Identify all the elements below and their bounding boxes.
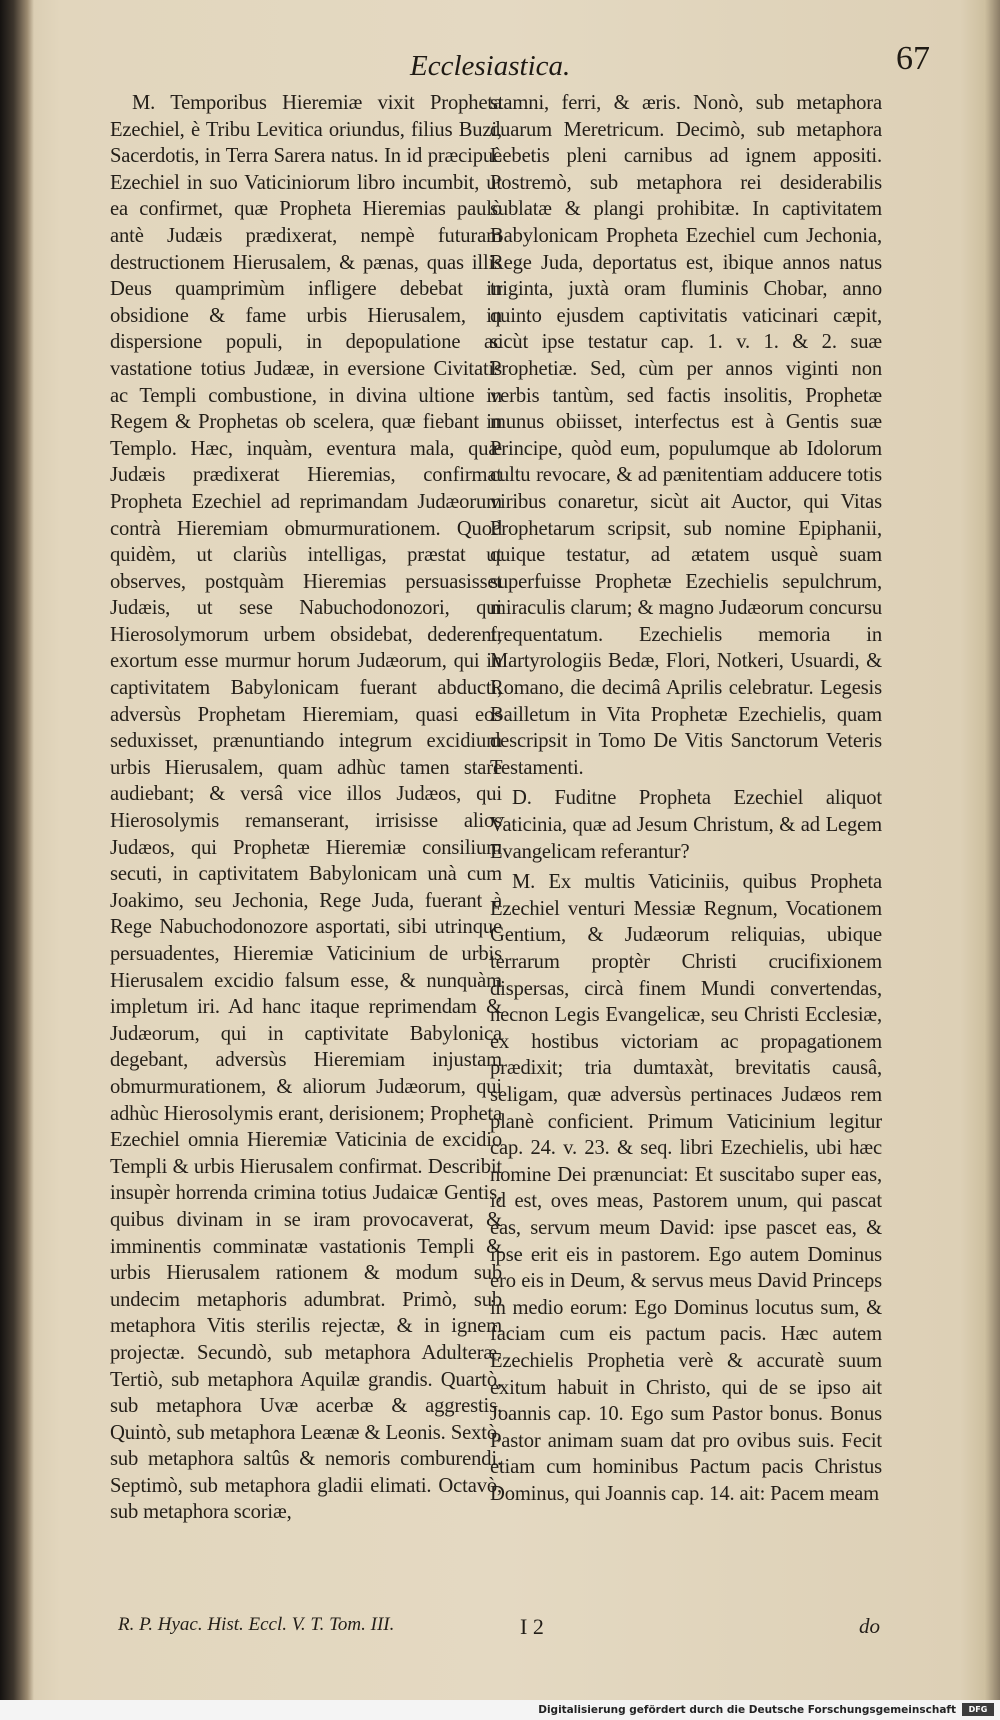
page-footer	[100, 1614, 880, 1650]
page-header	[60, 42, 960, 92]
paragraph: stamni, ferri, & æris. Nonò, sub metaphora duarum Meretricum. Decimò, sub metaphora Lebetis pleni carnibus ad ignem appositi. Postremò, sub metaphora rei desiderabilis sublatæ & plangi prohibitæ. In captivitatem Babylonicam Propheta Ezechiel cum Jechonia, Rege Juda, deportatus est, ibique annos natus triginta, juxtà oram fluminis Chobar, anno quinto ejusdem captivitatis vaticinari cæpit, sicùt ipse testatur cap. 1. v. 1. & 2. suæ Prophetiæ. Sed, cùm per annos viginti non verbis tantùm, sed factis insolitis, Prophetæ munus obiisset, interfectus est à Gentis suæ Principe, quòd eum, populumque ab Idolorum cultu revocare, & ad pænitentiam adducere totis viribus conaretur, sicùt ait Auctor, qui Vitas Prophetarum scripsit, sub nomine Epiphanii, quique testatur, ad ætatem usquè suam superfuisse Prophetæ Ezechielis sepulchrum, miraculis clarum; & magno Judæorum concursu frequentatum. Ezechielis memoria in Martyrologiis Bedæ, Flori, Notkeri, Usuardi, & Romano, die decimâ Aprilis celebratur. Legesis Bailletum in Vita Prophetæ Ezechielis, quam descripsit in Tomo De Vitis Sanctorum Veteris Testamenti.	[490, 92, 882, 779]
book-gutter	[0, 0, 34, 1720]
page-number: 67	[896, 40, 930, 77]
credit-text: Digitalisierung gefördert durch die Deutsche Forschungsgemeinschaft	[538, 1704, 956, 1716]
left-column	[110, 90, 502, 1526]
signature-mark: I 2	[520, 1614, 544, 1639]
right-column	[490, 90, 882, 1507]
dfg-logo: DFG	[962, 1703, 994, 1716]
paragraph: M. Temporibus Hieremiæ vixit Propheta Ezechiel, è Tribu Levitica oriundus, filius Buzi, Sacerdotis, in Terra Sarera natus. In id præcipuè Ezechiel in suo Vaticiniorum libro incumbit, ut ea confirmet, quæ Propheta Hieremias paulò antè Judæis prædixerat, nempè futuram destructionem Hierusalem, & pænas, quas illis Deus quamprimùm infligere debebat in obsidione & fame urbis Hierusalem, in dispersione populi, in depopulatione ac vastatione totius Judææ, in eversione Civitatis ac Templi combustione, in divina ultione in Regem & Prophetas ob scelera, quæ fiebant in Templo. Hæc, inquàm, eventura mala, quæ Judæis prædixerat Hieremias, confirmat Propheta Ezechiel ad reprimandam Judæorum contrà Hieremiam obmurmurationem. Quod quidèm, ut clariùs intelligas, præstat ut observes, postquàm Hieremias persuasisset Judæis, ut sese Nabuchodonozori, qui Hierosolymorum urbem obsidebat, dederent, exortum esse murmur horum Judæorum, qui in captivitatem Babylonicam fuerant abducti, adversùs Prophetam Hieremiam, quasi eos seduxisset, prænuntiando integrum excidium urbis Hierusalem, quam adhùc tamen stare audiebant; & versâ vice illos Judæos, qui Hierosolymis remanserant, irrisisse alios Judæos, qui Prophetæ Hieremiæ consilium secuti, in captivitatem Babylonicam unà cum Joakimo, seu Jechonia, Rege Juda, fuerant à Rege Nabuchodonozore asportati, sibi utrinque persuadentes, Hieremiæ Vaticinium de urbis Hierusalem excidio falsum esse, & nunquàm impletum iri. Ad hanc itaque reprimendam & Judæorum, qui in captivitate Babylonica degebant, adversùs Hieremiam injustam obmurmurationem, & aliorum Judæorum, qui adhùc Hierosolymis erant, derisionem; Propheta Ezechiel omnia Hieremiæ Vaticinia de excidio Templi & urbis Hierusalem confirmat. Describit insupèr horrenda crimina totius Judaicæ Gentis, quibus divinam in se iram provocaverat, & imminentis comminatæ vastationis Templi & urbis Hierusalem rationem & modum sub undecim metaphoris adumbrat. Primò, sub metaphora Vitis sterilis rejectæ, & in ignem projectæ. Secundò, sub metaphora Adulteræ. Tertiò, sub metaphora Aquilæ grandis. Quartò, sub metaphora Uvæ acerbæ & aggrestis. Quintò, sub metaphora Leænæ & Leonis. Sextò, sub metaphora saltûs & nemoris comburendi. Septimò, sub metaphora gladii elimati. Octavò, sub metaphora scoriæ,	[110, 92, 502, 1524]
paragraph: M. Ex multis Vaticiniis, quibus Propheta Ezechiel venturi Messiæ Regnum, Vocationem Gentium, & Judæorum reliquias, ubique terrarum proptèr Christi crucifixionem dispersas, circà finem Mundi convertendas, necnon Legis Evangelicæ, seu Christi Ecclesiæ, ex hostibus victoriam ac propagationem prædixit; tria dumtaxàt, brevitatis causâ, seligam, quæ adversùs pertinaces Judæos rem planè conficient. Primum Vaticinium legitur cap. 24. v. 23. & seq. libri Ezechielis, ubi hæc nomine Dei prænunciat: Et suscitabo super eas, id est, oves meas, Pastorem unum, qui pascat eas, servum meum David: ipse pascet eas, & ipse erit eis in pastorem. Ego autem Dominus ero eis in Deum, & servus meus David Princeps in medio eorum: Ego Dominus locutus sum, & faciam cum eis pactum pacis. Hæc autem Ezechielis Prophetia verè & accuratè suum exitum habuit in Christo, qui de se ipso ait Joannis cap. 10. Ego sum Pastor bonus. Bonus Pastor animam suam dat pro ovibus suis. Fecit etiam cum hominibus Pactum pacis Christus Dominus, qui Joannis cap. 14. ait: Pacem meam	[490, 871, 882, 1505]
footer-reference: R. P. Hyac. Hist. Eccl. V. T. Tom. III.	[118, 1614, 395, 1635]
catchword: do	[859, 1614, 880, 1638]
paragraph: D. Fuditne Propheta Ezechiel aliquot Vaticinia, quæ ad Jesum Christum, & ad Legem Evangelicam referantur?	[490, 787, 882, 863]
credit-bar	[0, 1700, 1000, 1720]
running-title: Ecclesiastica.	[410, 50, 571, 82]
